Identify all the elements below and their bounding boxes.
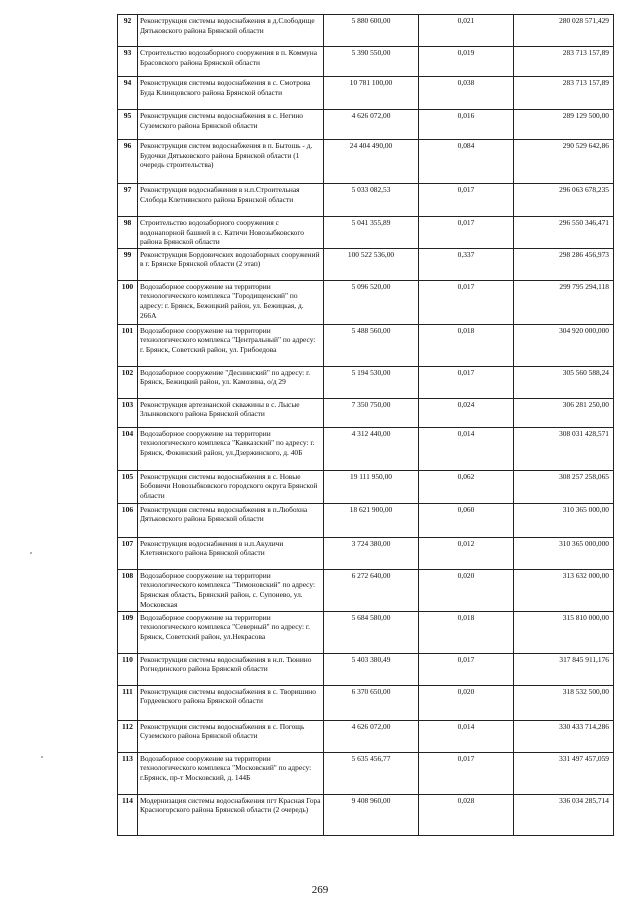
row-number: 101 <box>118 324 138 366</box>
coefficient-value: 0,017 <box>419 184 514 217</box>
project-name: Водозаборное сооружение на территории технологического комплекса "Тимоновский" по адресу: Брянская область, Брянский район, с. Супонево, ул. Московская <box>138 569 324 611</box>
total-value: 330 433 714,286 <box>514 720 614 752</box>
project-name: Реконструкция артезианской скважины в с. Лысые Злынковского района Брянской области <box>138 398 324 427</box>
cost-value: 5 096 520,00 <box>324 280 419 324</box>
coefficient-value: 0,060 <box>419 503 514 537</box>
cost-value: 3 724 380,00 <box>324 537 419 569</box>
total-value: 289 129 500,00 <box>514 110 614 140</box>
cost-value: 5 880 600,00 <box>324 15 419 47</box>
coefficient-value: 0,014 <box>419 720 514 752</box>
coefficient-value: 0,018 <box>419 324 514 366</box>
row-number: 107 <box>118 537 138 569</box>
cost-value: 100 522 536,00 <box>324 248 419 280</box>
row-number: 100 <box>118 280 138 324</box>
total-value: 318 532 500,00 <box>514 685 614 720</box>
table-row <box>118 15 614 47</box>
cost-value: 5 488 560,00 <box>324 324 419 366</box>
row-number: 95 <box>118 110 138 140</box>
cost-value: 5 033 082,53 <box>324 184 419 217</box>
scan-speck <box>30 552 32 554</box>
table-row <box>118 470 614 503</box>
table-row <box>118 720 614 752</box>
cost-value: 4 626 072,00 <box>324 720 419 752</box>
coefficient-value: 0,014 <box>419 427 514 470</box>
row-number: 111 <box>118 685 138 720</box>
cost-value: 9 408 960,00 <box>324 794 419 835</box>
cost-value: 7 350 750,00 <box>324 398 419 427</box>
project-name: Реконструкция водоснабжения в н.п.Акуличи Клетнянского района Брянской области <box>138 537 324 569</box>
table-row <box>118 324 614 366</box>
cost-value: 19 111 950,00 <box>324 470 419 503</box>
table-row <box>118 47 614 77</box>
total-value: 315 810 000,00 <box>514 611 614 653</box>
project-name: Реконструкция Бордовичских водозаборных сооружений в г. Брянске Брянской области (2 этап) <box>138 248 324 280</box>
table-row <box>118 537 614 569</box>
coefficient-value: 0,021 <box>419 15 514 47</box>
total-value: 290 529 642,86 <box>514 140 614 184</box>
total-value: 283 713 157,89 <box>514 47 614 77</box>
row-number: 104 <box>118 427 138 470</box>
total-value: 296 063 678,235 <box>514 184 614 217</box>
project-name: Реконструкция системы водоснабжения в с. Погощь Суземского района Брянской области <box>138 720 324 752</box>
project-name: Реконструкция системы водоснабжения в с. Творишино Гордеевского района Брянской области <box>138 685 324 720</box>
coefficient-value: 0,012 <box>419 537 514 569</box>
coefficient-value: 0,337 <box>419 248 514 280</box>
coefficient-value: 0,038 <box>419 77 514 110</box>
row-number: 102 <box>118 366 138 398</box>
table-row <box>118 503 614 537</box>
table-row <box>118 794 614 835</box>
row-number: 92 <box>118 15 138 47</box>
row-number: 112 <box>118 720 138 752</box>
total-value: 331 497 457,059 <box>514 752 614 794</box>
total-value: 310 365 000,00 <box>514 503 614 537</box>
total-value: 306 281 250,00 <box>514 398 614 427</box>
row-number: 114 <box>118 794 138 835</box>
total-value: 308 257 258,065 <box>514 470 614 503</box>
coefficient-value: 0,020 <box>419 569 514 611</box>
total-value: 308 031 428,571 <box>514 427 614 470</box>
total-value: 299 795 294,118 <box>514 280 614 324</box>
project-name: Реконструкция системы водоснабжения в с. Новые Бобовичи Новозыбковского городского округа Брянской области <box>138 470 324 503</box>
total-value: 336 034 285,714 <box>514 794 614 835</box>
coefficient-value: 0,017 <box>419 280 514 324</box>
table-row <box>118 398 614 427</box>
coefficient-value: 0,024 <box>419 398 514 427</box>
row-number: 96 <box>118 140 138 184</box>
table-row <box>118 569 614 611</box>
row-number: 108 <box>118 569 138 611</box>
table-row <box>118 366 614 398</box>
table-row <box>118 653 614 685</box>
cost-value: 4 626 072,00 <box>324 110 419 140</box>
project-name: Водозаборное сооружение на территории технологического комплекса "Московский" по адресу: г.Брянск, пр-т Московский, д. 144Б <box>138 752 324 794</box>
row-number: 106 <box>118 503 138 537</box>
cost-value: 4 312 440,00 <box>324 427 419 470</box>
project-name: Строительство водозаборного сооружения в п. Коммуна Брасовского района Брянской области <box>138 47 324 77</box>
table-row <box>118 184 614 217</box>
project-name: Реконструкция системы водоснабжения в с. Негино Суземского района Брянской области <box>138 110 324 140</box>
project-name: Водозаборное сооружение "Деснинский" по адресу: г. Брянск, Бежицкий район, ул. Камозина, о/д 29 <box>138 366 324 398</box>
coefficient-value: 0,017 <box>419 366 514 398</box>
table-row <box>118 685 614 720</box>
row-number: 109 <box>118 611 138 653</box>
water-supply-projects-table <box>117 14 614 836</box>
project-name: Реконструкция водоснабжения в н.п.Строительная Слобода Клетнянского района Брянской области <box>138 184 324 217</box>
cost-value: 5 684 580,00 <box>324 611 419 653</box>
project-name: Водозаборное сооружение на территории технологического комплекса "Городищенский" по адресу: г. Брянск, Бежицкий район, ул. Бежицкая, д. 266А <box>138 280 324 324</box>
row-number: 110 <box>118 653 138 685</box>
row-number: 105 <box>118 470 138 503</box>
scan-speck <box>41 756 43 758</box>
table-row <box>118 140 614 184</box>
coefficient-value: 0,084 <box>419 140 514 184</box>
table-row <box>118 77 614 110</box>
project-name: Реконструкция системы водоснабжения в с. Смотрова Буда Клинцовского района Брянской области <box>138 77 324 110</box>
row-number: 97 <box>118 184 138 217</box>
total-value: 313 632 000,00 <box>514 569 614 611</box>
total-value: 317 845 911,176 <box>514 653 614 685</box>
project-name: Реконструкция системы водоснабжения в н.п. Тюнино Рогнединского района Брянской области <box>138 653 324 685</box>
coefficient-value: 0,019 <box>419 47 514 77</box>
project-name: Реконструкция систем водоснабжения в п. Бытошь - д. Будочки Дятьковского района Брянской области (1 очередь строительства) <box>138 140 324 184</box>
total-value: 283 713 157,89 <box>514 77 614 110</box>
cost-value: 24 404 490,00 <box>324 140 419 184</box>
coefficient-value: 0,017 <box>419 752 514 794</box>
document-table-container <box>117 14 613 836</box>
project-name: Реконструкция системы водоснабжения в д.Слободище Дятьковского района Брянской области <box>138 15 324 47</box>
coefficient-value: 0,017 <box>419 653 514 685</box>
project-name: Реконструкция системы водоснабжения в п.Любохна Дятьковского района Брянской области <box>138 503 324 537</box>
row-number: 103 <box>118 398 138 427</box>
total-value: 280 028 571,429 <box>514 15 614 47</box>
cost-value: 5 635 456,77 <box>324 752 419 794</box>
total-value: 298 286 456,973 <box>514 248 614 280</box>
table-row <box>118 248 614 280</box>
cost-value: 5 390 550,00 <box>324 47 419 77</box>
total-value: 304 920 000,000 <box>514 324 614 366</box>
table-row <box>118 217 614 249</box>
row-number: 98 <box>118 217 138 249</box>
table-row <box>118 752 614 794</box>
row-number: 99 <box>118 248 138 280</box>
cost-value: 5 403 380,49 <box>324 653 419 685</box>
cost-value: 5 041 355,89 <box>324 217 419 249</box>
project-name: Водозаборное сооружение на территории технологического комплекса "Северный" по адресу: г. Брянск, Советский район, ул.Некрасова <box>138 611 324 653</box>
cost-value: 6 272 640,00 <box>324 569 419 611</box>
row-number: 113 <box>118 752 138 794</box>
cost-value: 18 621 900,00 <box>324 503 419 537</box>
table-row <box>118 611 614 653</box>
project-name: Строительство водозаборного сооружения с водонапорной башней в с. Катичи Новозыбковского района Брянской области <box>138 217 324 249</box>
total-value: 296 550 346,471 <box>514 217 614 249</box>
table-row <box>118 280 614 324</box>
project-name: Водозаборное сооружение на территории технологического комплекса "Кавказский" по адресу: г. Брянск, Фокинский район, ул.Дзержинского, д. 40Б <box>138 427 324 470</box>
coefficient-value: 0,016 <box>419 110 514 140</box>
coefficient-value: 0,017 <box>419 217 514 249</box>
project-name: Модернизация системы водоснабжения пгт Красная Гора Красногорского района Брянской области (2 очередь) <box>138 794 324 835</box>
coefficient-value: 0,020 <box>419 685 514 720</box>
row-number: 93 <box>118 47 138 77</box>
table-row <box>118 427 614 470</box>
coefficient-value: 0,018 <box>419 611 514 653</box>
cost-value: 10 781 100,00 <box>324 77 419 110</box>
total-value: 310 365 000,000 <box>514 537 614 569</box>
cost-value: 5 194 530,00 <box>324 366 419 398</box>
coefficient-value: 0,028 <box>419 794 514 835</box>
page-number: 269 <box>311 884 329 896</box>
table-row <box>118 110 614 140</box>
project-name: Водозаборное сооружение на территории технологического комплекса "Центральный" по адресу: г. Брянск, Советский район, ул. Грибоедова <box>138 324 324 366</box>
total-value: 305 560 588,24 <box>514 366 614 398</box>
coefficient-value: 0,062 <box>419 470 514 503</box>
row-number: 94 <box>118 77 138 110</box>
cost-value: 6 370 650,00 <box>324 685 419 720</box>
